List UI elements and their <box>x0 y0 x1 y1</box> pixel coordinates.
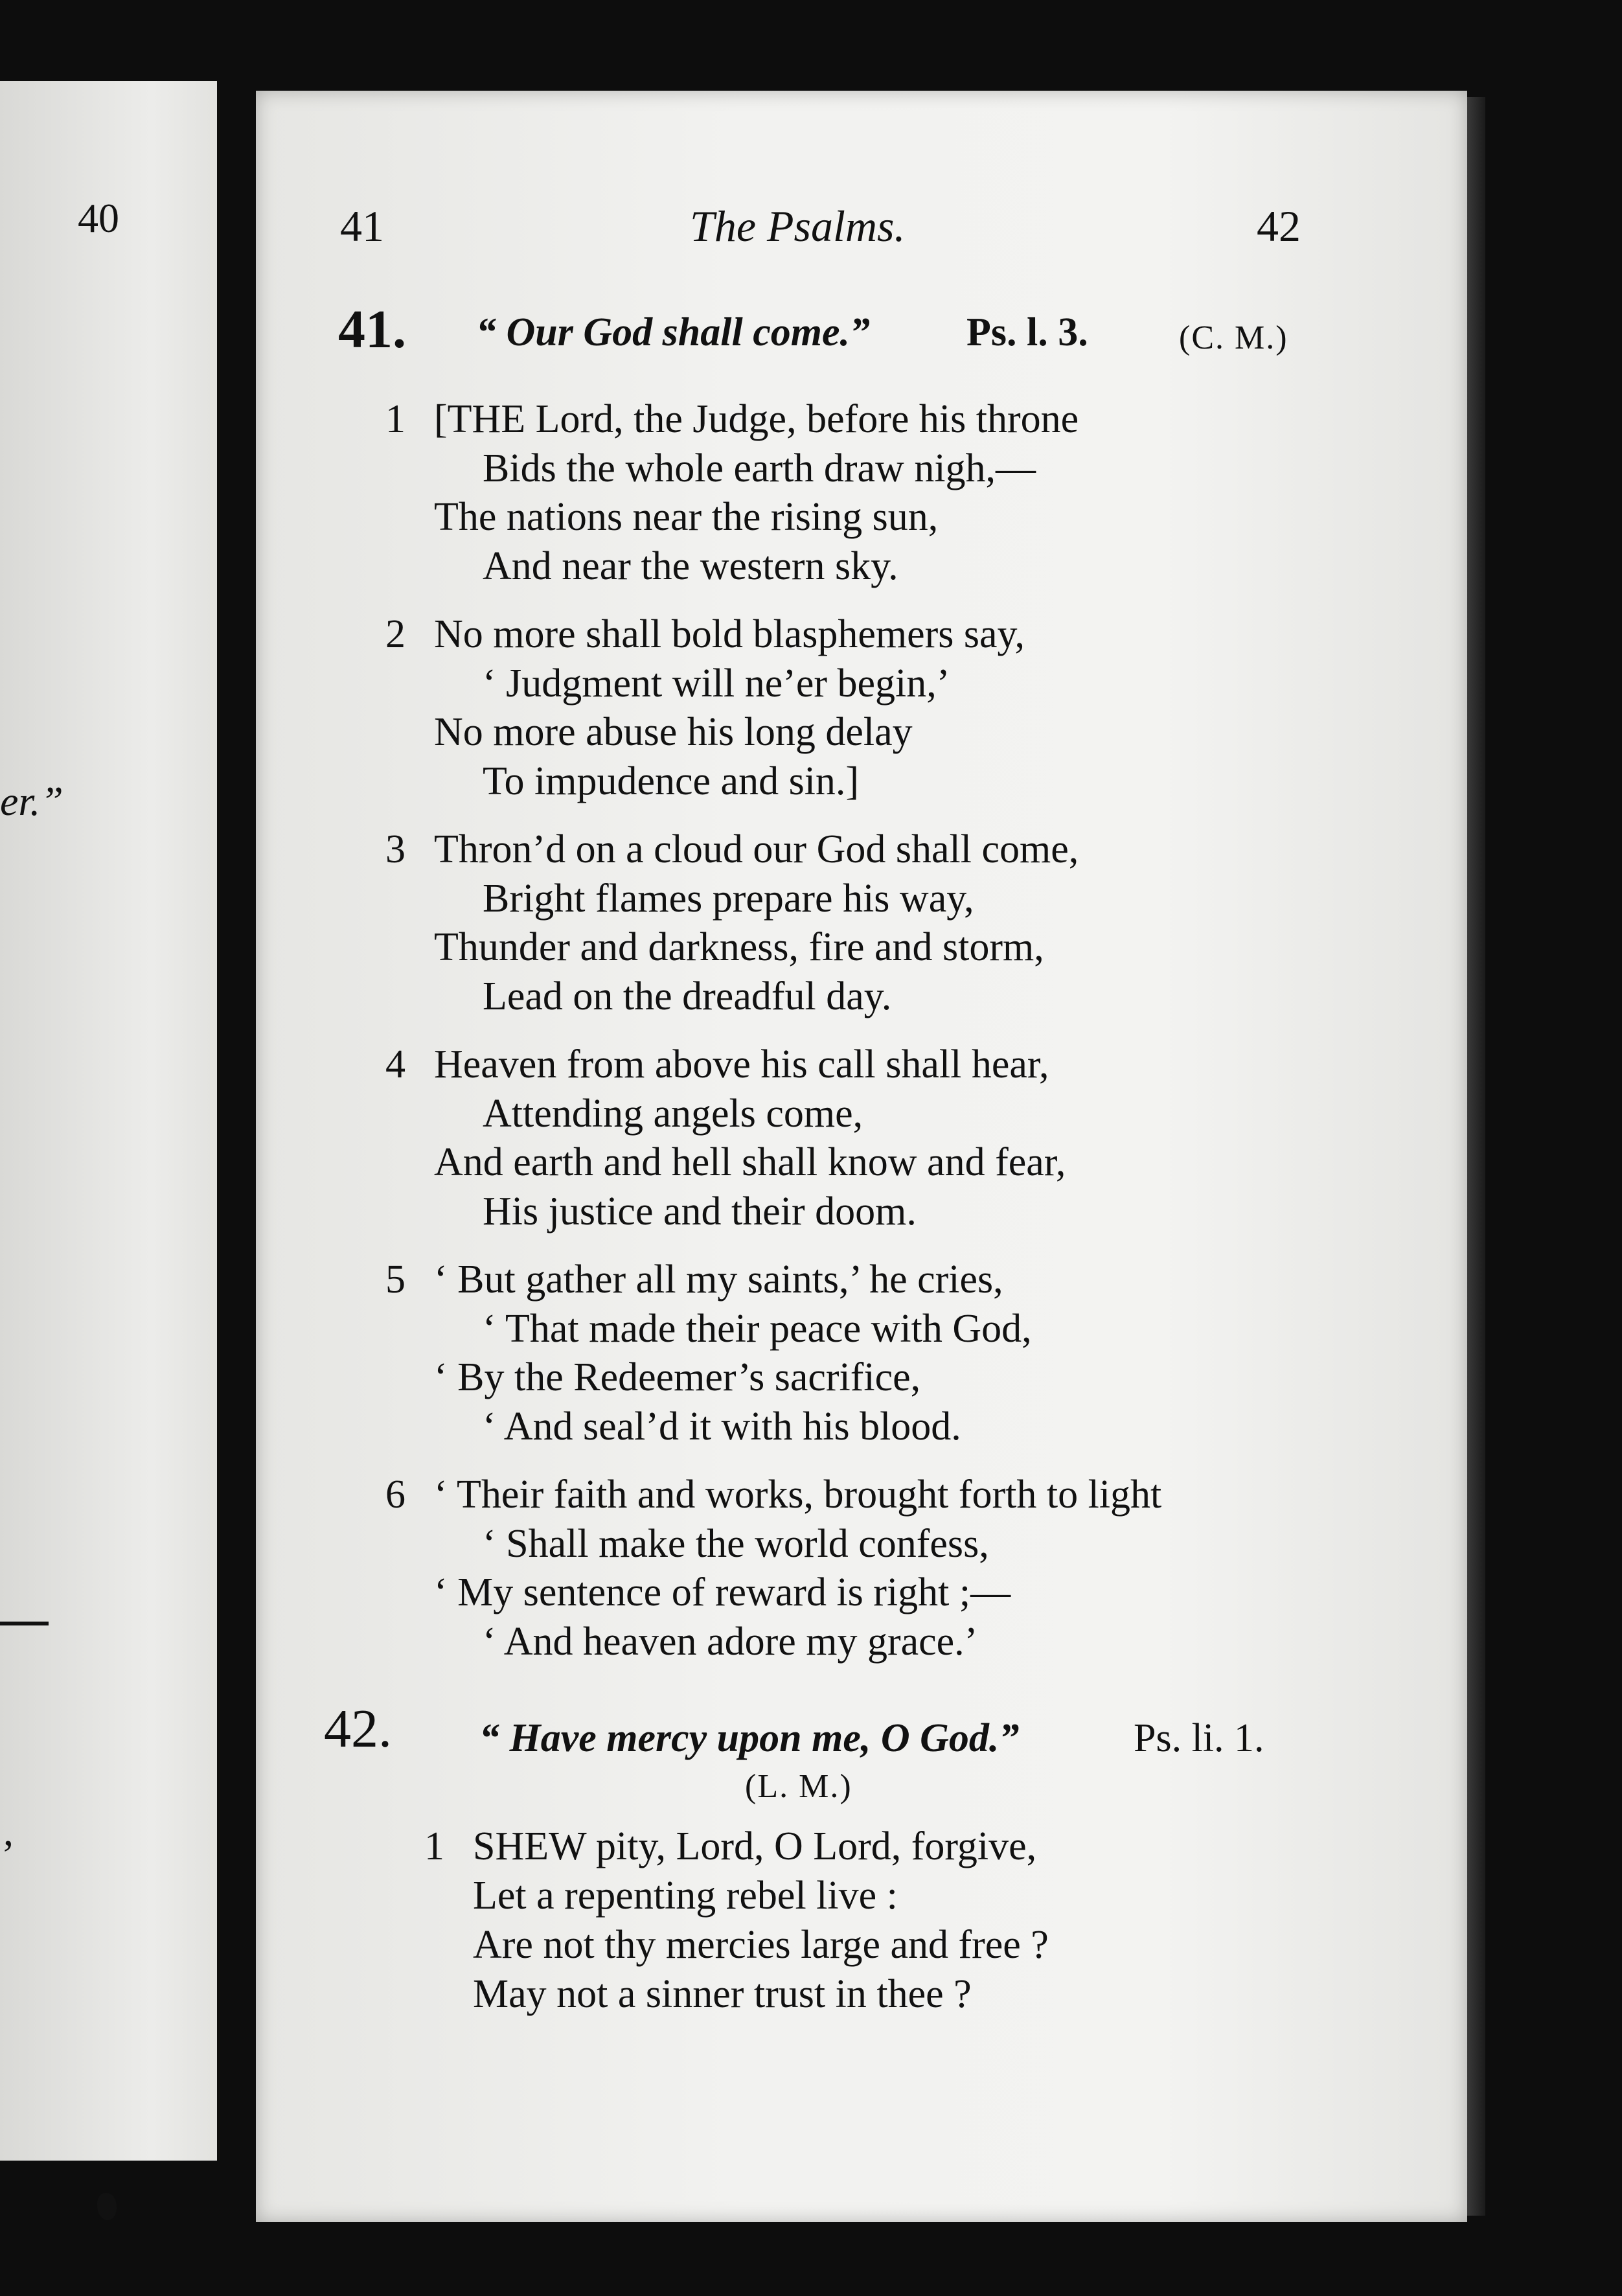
verse-line: ‘ By the Redeemer’s sacrifice, <box>434 1355 921 1399</box>
psalm-meter: (L. M.) <box>745 1768 852 1805</box>
running-title: The Psalms. <box>690 201 906 251</box>
psalm-title: “ Our God shall come.” <box>476 310 870 354</box>
page-edge <box>1467 97 1485 2216</box>
verse-line: ‘ Their faith and works, brought forth to light <box>434 1473 1162 1517</box>
left-page-fragment: , <box>3 1808 14 1854</box>
verse-line: ‘ My sentence of reward is right ;— <box>434 1570 1011 1614</box>
psalm-reference: Ps. l. 3. <box>966 310 1088 354</box>
verse-line: SHEW pity, Lord, O Lord, forgive, <box>473 1824 1037 1868</box>
verse-line: His justice and their doom. <box>483 1189 917 1234</box>
verse-line: No more abuse his long delay <box>434 710 913 754</box>
left-page-fragment: er.” <box>0 778 63 824</box>
verse-line: Bids the whole earth draw nigh,— <box>483 446 1036 490</box>
verse-number: 6 <box>385 1473 406 1517</box>
corner-mark <box>97 2193 117 2220</box>
psalm-meter: (C. M.) <box>1179 319 1288 356</box>
verse-line: To impudence and sin.] <box>483 759 860 803</box>
verse-line: ‘ Judgment will ne’er begin,’ <box>483 661 950 706</box>
verse-line: Are not thy mercies large and free ? <box>473 1923 1049 1967</box>
verse-line: Thunder and darkness, fire and storm, <box>434 925 1044 969</box>
verse-number: 3 <box>385 827 406 871</box>
left-page-number: 40 <box>78 195 119 241</box>
verse-number: 1 <box>385 397 406 441</box>
verse-line: ‘ And heaven adore my grace.’ <box>483 1619 978 1664</box>
verse-number: 5 <box>385 1257 406 1302</box>
verse-number: 1 <box>424 1824 444 1868</box>
verse-line: And near the western sky. <box>483 544 898 588</box>
verse-line: The nations near the rising sun, <box>434 495 939 539</box>
verse-line: [THE Lord, the Judge, before his throne <box>434 397 1079 441</box>
psalm-number: 41. <box>338 299 406 360</box>
verse-line: Bright flames prepare his way, <box>483 876 974 921</box>
verse-line: ‘ But gather all my saints,’ he cries, <box>434 1257 1003 1302</box>
header-left-number: 41 <box>340 201 384 251</box>
verse-line: Lead on the dreadful day. <box>483 974 892 1018</box>
verse-line: And earth and hell shall know and fear, <box>434 1140 1066 1184</box>
verse-line: Heaven from above his call shall hear, <box>434 1042 1049 1086</box>
verse-line: Thron’d on a cloud our God shall come, <box>434 827 1079 871</box>
left-page <box>0 81 217 2161</box>
verse-number: 2 <box>385 612 406 656</box>
verse-line: May not a sinner trust in thee ? <box>473 1972 972 2016</box>
verse-number: 4 <box>385 1042 406 1086</box>
verse-line: Attending angels come, <box>483 1091 863 1136</box>
left-page-rule <box>0 1622 49 1625</box>
verse-line: ‘ That made their peace with God, <box>483 1306 1032 1351</box>
verse-line: No more shall bold blasphemers say, <box>434 612 1025 656</box>
psalm-reference: Ps. li. 1. <box>1134 1716 1264 1760</box>
verse-line: Let a repenting rebel live : <box>473 1874 898 1918</box>
psalm-title: “ Have mercy upon me, O God.” <box>479 1716 1020 1760</box>
psalm-number: 42. <box>324 1699 392 1759</box>
header-right-number: 42 <box>1257 201 1301 251</box>
verse-line: ‘ And seal’d it with his blood. <box>483 1404 961 1449</box>
verse-line: ‘ Shall make the world confess, <box>483 1521 989 1566</box>
